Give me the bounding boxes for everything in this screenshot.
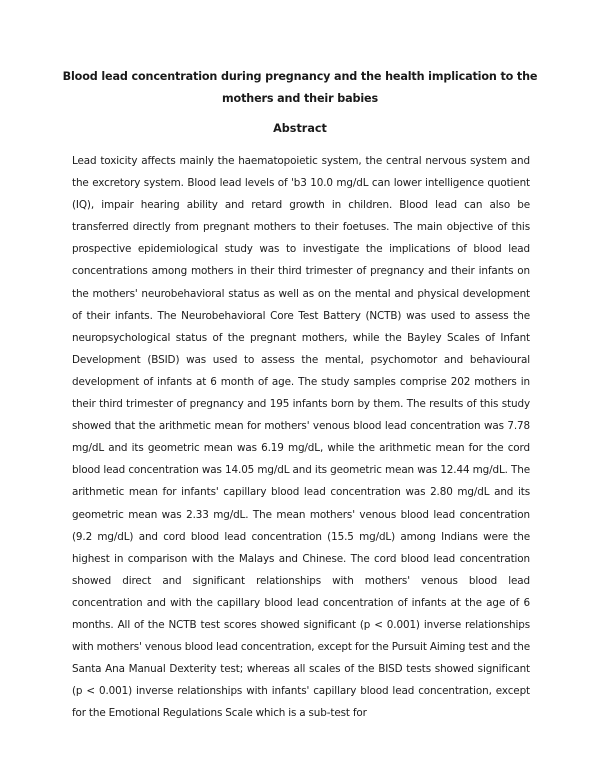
- paper-title: Blood lead concentration during pregnancy and the health implication to the mothers and their babies: [62, 70, 538, 105]
- abstract-heading: Abstract: [273, 122, 327, 135]
- abstract-body: Lead toxicity affects mainly the haematopoietic system, the central nervous system and the excretory system. Blood lead levels of 'b3 10.0 mg/dL can lower intelligence quotient (IQ), impair hearing ability and retard growth in children. Blood lead can also be transferred directly from pregnant mothers to their foetuses. The main objective of this prospective epidemiological study was to investigate the implications of blood lead concentrations among mothers in their third trimester of pregnancy and their infants on the mothers' neurobehavioral status as well as on the mental and physical development of their infants. The Neurobehavioral Core Test Battery (NCTB) was used to assess the neuropsychological status of the pregnant mothers, while the Bayley Scales of Infant Development (BSID) was used to assess the mental, psychomotor and behavioural development of infants at 6 month of age. The study samples comprise 202 mothers in their third trimester of pregnancy and 195 infants born by them. The results of this study showed that the arithmetic mean for mothers' venous blood lead concentration was 7.78 mg/dL and its geometric mean was 6.19 mg/dL, while the arithmetic mean for the cord blood lead concentration was 14.05 mg/dL and its geometric mean was 12.44 mg/dL. The arithmetic mean for infants' capillary blood lead concentration was 2.80 mg/dL and its geometric mean was 2.33 mg/dL. The mean mothers' venous blood lead concentration (9.2 mg/dL) and cord blood lead concentration (15.5 mg/dL) among Indians were the highest in comparison with the Malays and Chinese. The cord blood lead concentration showed direct and significant relationships with mothers' venous blood lead concentration and with the capillary blood lead concentration of infants at the age of 6 months. All of the NCTB test scores showed significant (p < 0.001) inverse relationships with mothers' venous blood lead concentration, except for the Pursuit Aiming test and the Santa Ana Manual Dexterity test; whereas all scales of the BISD tests showed significant (p < 0.001) inverse relationships with infants' capillary blood lead concentration, except for the Emotional Regulations Scale which is a sub-test for: [72, 155, 530, 720]
